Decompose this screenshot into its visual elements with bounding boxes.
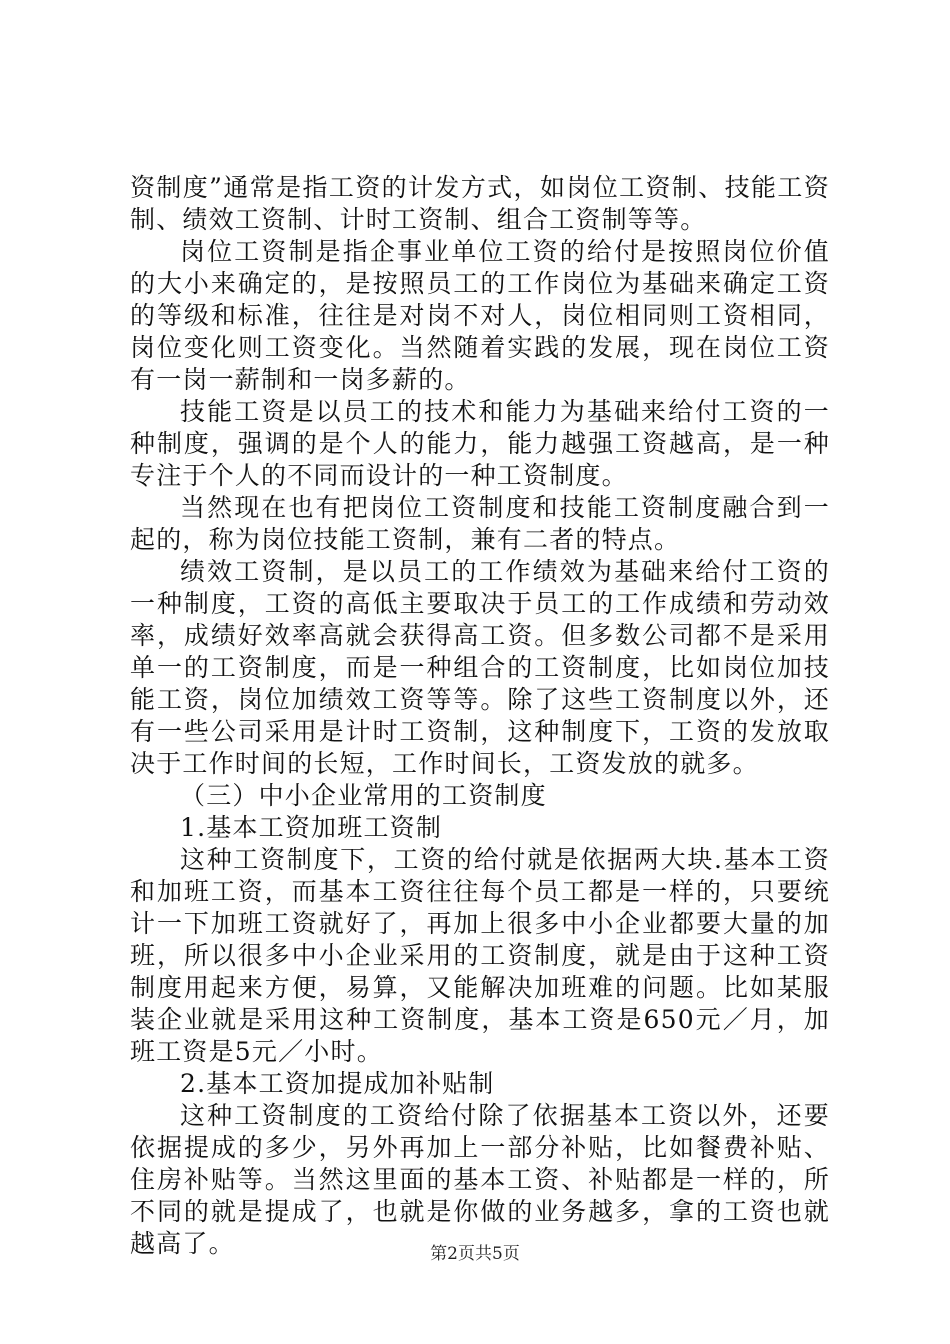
paragraph-2: 岗位工资制是指企事业单位工资的给付是按照岗位价值的大小来确定的，是按照员工的工作岗位为基础来确定工资的等级和标准，往往是对岗不对人，岗位相同则工资相同，岗位变化则工资变化。当然随着实践的发展，现在岗位工资有一岗一薪制和一岗多薪的。 [130, 237, 830, 394]
paragraph-1: 资制度”通常是指工资的计发方式，如岗位工资制、技能工资制、绩效工资制、计时工资制、组合工资制等等。 [130, 173, 830, 234]
subsection-heading-2: 2.基本工资加提成加补贴制 [180, 1069, 495, 1098]
page-number: 第2页 [430, 1244, 475, 1264]
paragraph-3: 技能工资是以员工的技术和能力为基础来给付工资的一种制度，强调的是个人的能力，能力越强工资越高，是一种专注于个人的不同而设计的一种工资制度。 [130, 397, 830, 490]
section-heading: （三）中小企业常用的工资制度 [180, 781, 547, 810]
paragraph-5: 绩效工资制，是以员工的工作绩效为基础来给付工资的一种制度，工资的高低主要取决于员工的工作成绩和劳动效率，成绩好效率高就会获得高工资。但多数公司都不是采用单一的工资制度，而是一种组合的工资制度，比如岗位加技能工资，岗位加绩效工资等等。除了这些工资制度以外，还有一些公司采用是计时工资制，这种制度下，工资的发放取决于工作时间的长短，工作时间长，工资发放的就多。 [130, 557, 830, 778]
paragraph-6: 这种工资制度下，工资的给付就是依据两大块.基本工资和加班工资，而基本工资往往每个员工都是一样的，只要统计一下加班工资就好了，再加上很多中小企业都要大量的加班，所以很多中小企业采用的工资制度，就是由于这种工资制度用起来方便，易算，又能解决加班难的问题。比如某服装企业就是采用这种工资制度，基本工资是650元／月，加班工资是5元／小时。 [130, 845, 830, 1066]
subsection-heading-1: 1.基本工资加班工资制 [180, 813, 443, 842]
page-total: 共5页 [475, 1244, 520, 1264]
document-body [130, 172, 830, 1260]
paragraph-7: 这种工资制度的工资给付除了依据基本工资以外，还要依据提成的多少，另外再加上一部分补贴，比如餐费补贴、住房补贴等。当然这里面的基本工资、补贴都是一样的，所不同的就是提成了，也就是你做的业务越多，拿的工资也就越高了。 [130, 1101, 830, 1258]
paragraph-4: 当然现在也有把岗位工资制度和技能工资制度融合到一起的，称为岗位技能工资制，兼有二者的特点。 [130, 493, 830, 554]
page-footer [0, 1243, 950, 1265]
